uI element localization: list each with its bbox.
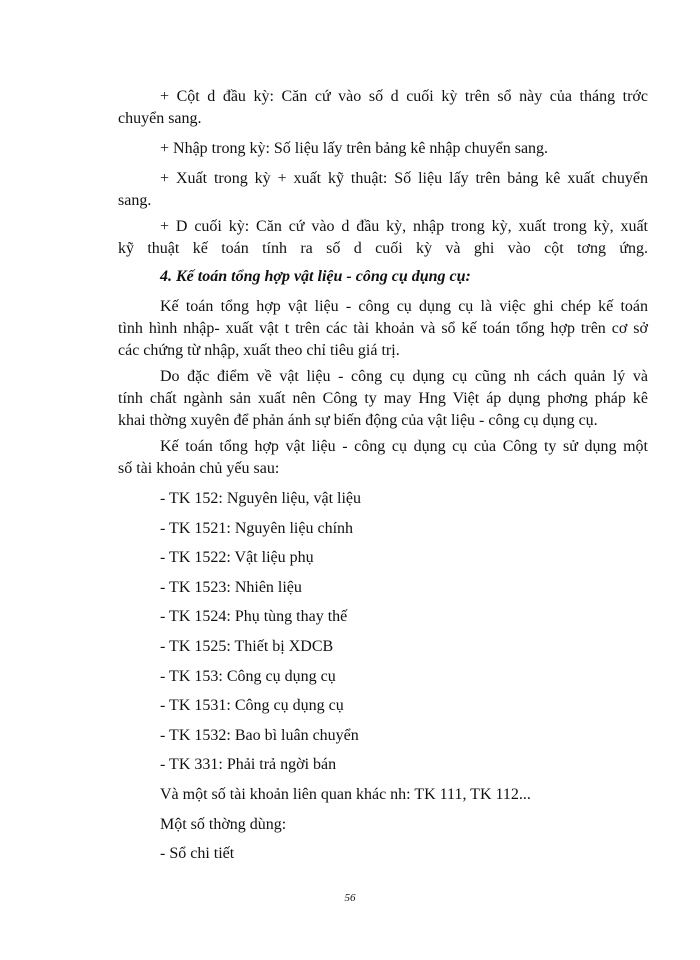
text-line: số tài khoản chủ yếu sau: (118, 460, 280, 477)
text-line: tình hình nhập- xuất vật t trên các tài khoản và sổ kế toán tổng hợp trên cơ sở (118, 320, 648, 337)
text-line: Kế toán tổng hợp vật liệu - công cụ dụng cụ là việc ghi chép kế toán (160, 298, 648, 315)
text-line: + D cuối kỳ: Căn cứ vào d đầu kỳ, nhập trong kỳ, xuất trong kỳ, xuất (160, 218, 648, 235)
heading-text: 4. Kế toán tổng hợp vật liệu - công cụ dụng cụ: (160, 268, 471, 285)
account-list-item: - TK 331: Phải trả ngời bán (160, 756, 337, 773)
text-line: sang. (118, 192, 152, 209)
paragraph-method (118, 366, 648, 432)
text-line: Do đặc điểm về vật liệu - công cụ dụng cụ cũng nh cách quản lý và (160, 368, 648, 385)
text-line: tính chất ngành sản xuất nên Công ty may Hng Việt áp dụng phơng pháp kê (118, 390, 648, 407)
text-line: khai thờng xuyên để phản ánh sự biến động của vật liệu - công cụ dụng cụ. (118, 412, 598, 429)
page-number: 56 (344, 892, 356, 904)
account-list-item: - TK 1531: Công cụ dụng cụ (160, 697, 344, 714)
text-line: chuyển sang. (118, 110, 202, 127)
paragraph-definition (118, 296, 648, 362)
account-list-item: - TK 152: Nguyên liệu, vật liệu (160, 490, 361, 507)
ledger-item: - Sổ chi tiết (160, 845, 235, 862)
account-list-item: - TK 153: Công cụ dụng cụ (160, 668, 336, 685)
text-line: + Cột d đầu kỳ: Căn cứ vào số d cuối kỳ trên sổ này của tháng trớc (160, 88, 648, 105)
account-list-item: - TK 1525: Thiết bị XDCB (160, 638, 334, 655)
related-accounts-text: Và một số tài khoản liên quan khác nh: TK 111, TK 112... (160, 786, 531, 803)
account-list-item: - TK 1523: Nhiên liệu (160, 579, 302, 596)
ledger-intro-text: Một số thờng dùng: (160, 816, 287, 833)
text-line: Kế toán tổng hợp vật liệu - công cụ dụng cụ của Công ty sử dụng một (160, 438, 648, 455)
text-line: + Xuất trong kỳ + xuất kỹ thuật: Số liệu lấy trên bảng kê xuất chuyển (160, 170, 648, 187)
text-line: + Nhập trong kỳ: Số liệu lấy trên bảng kê nhập chuyển sang. (160, 140, 549, 157)
paragraph-accounts-intro (118, 436, 648, 480)
paragraph-closing-balance (118, 216, 648, 260)
account-list-item: - TK 1521: Nguyên liệu chính (160, 520, 354, 537)
section-heading (118, 266, 648, 288)
paragraph-import (118, 138, 648, 160)
account-list-item: - TK 1522: Vật liệu phụ (160, 549, 314, 566)
text-line: kỹ thuật kế toán tính ra số d cuối kỳ và ghi vào cột tơng ứng. (118, 240, 648, 257)
paragraph-opening-balance (118, 86, 648, 130)
account-list-item: - TK 1524: Phụ tùng thay thế (160, 608, 348, 625)
account-list-item: - TK 1532: Bao bì luân chuyển (160, 727, 359, 744)
text-line: các chứng từ nhập, xuất theo chỉ tiêu giá trị. (118, 342, 400, 359)
paragraph-export (118, 168, 648, 212)
